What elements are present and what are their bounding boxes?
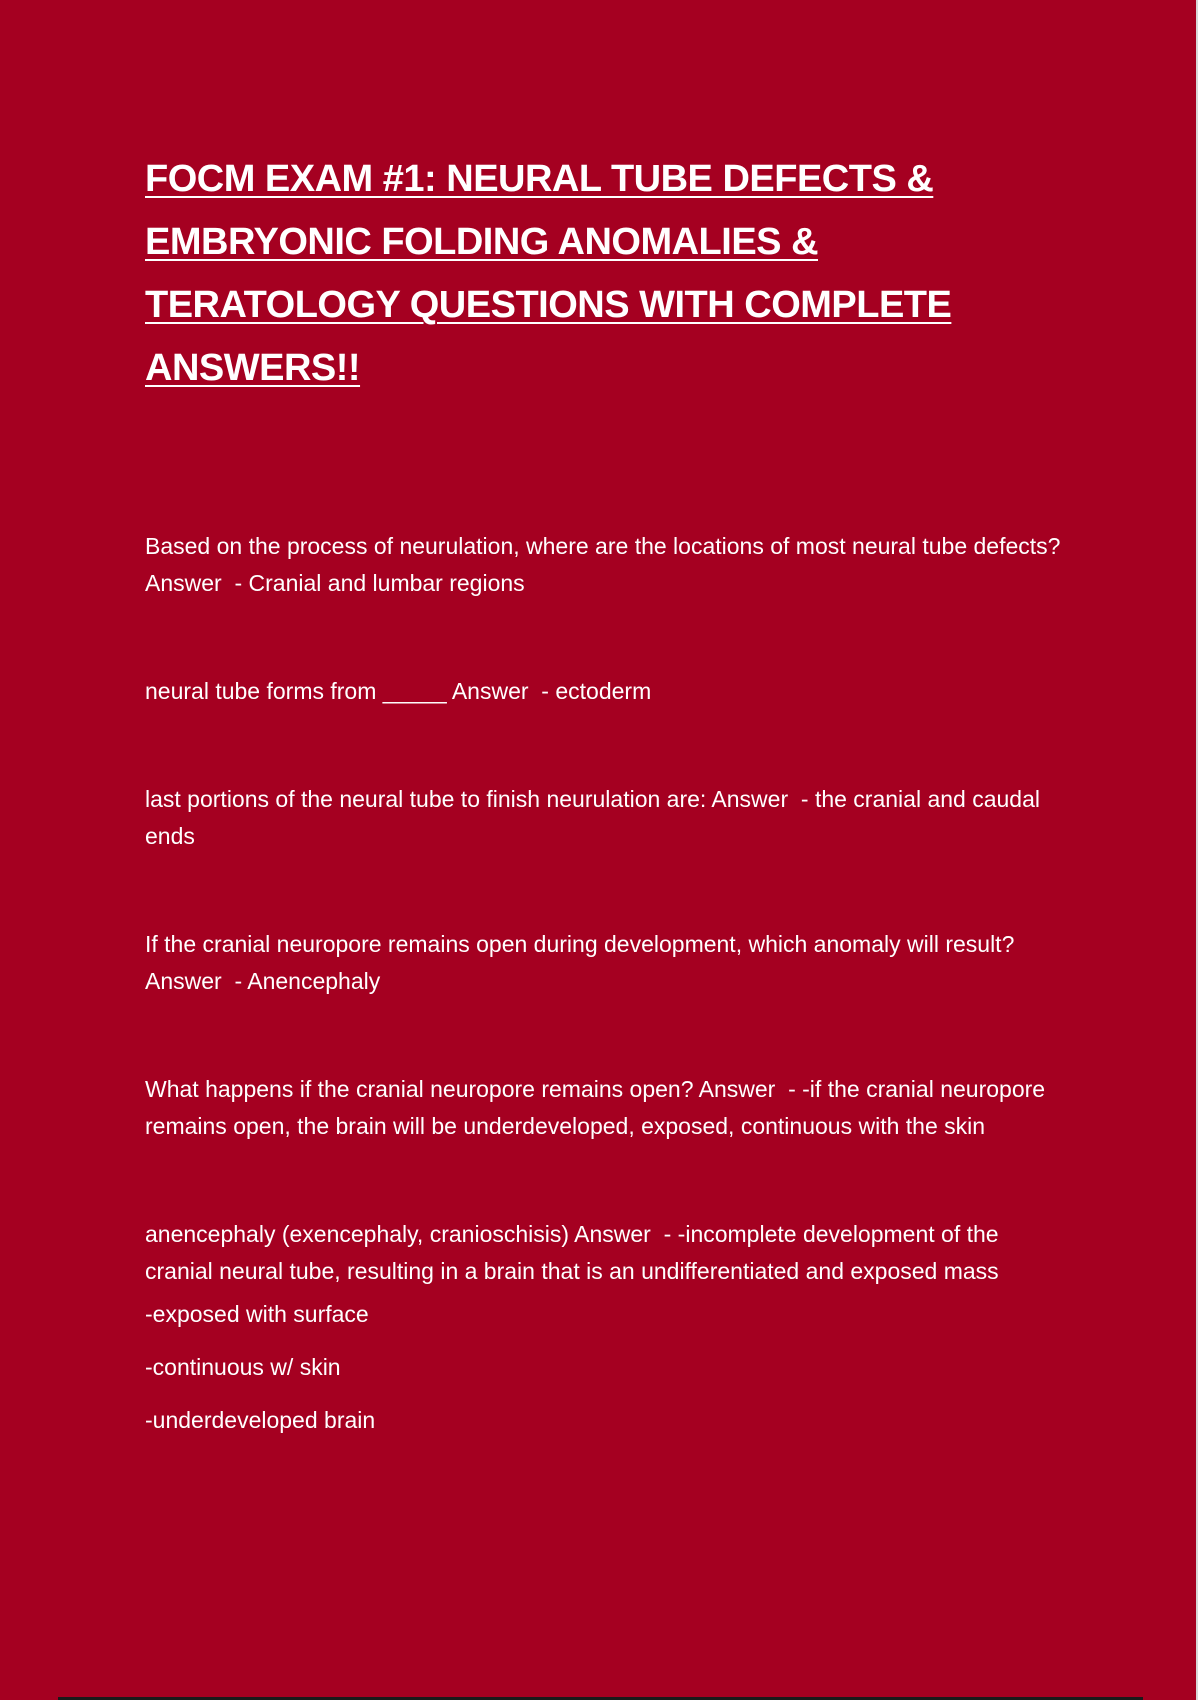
qa-list bbox=[145, 528, 1065, 1439]
document-title-text: FOCM EXAM #1: NEURAL TUBE DEFECTS & EMBRYONIC FOLDING ANOMALIES & TERATOLOGY QUESTIONS WITH COMPLETE ANSWERS!! bbox=[145, 158, 952, 389]
qa-item: neural tube forms from _____ Answer - ectoderm bbox=[145, 678, 652, 704]
answer-detail-item: -continuous w/ skin bbox=[145, 1354, 341, 1380]
answer-detail-item: -underdeveloped brain bbox=[145, 1407, 376, 1433]
qa-item: If the cranial neuropore remains open during development, which anomaly will result? Answer - Anencephaly bbox=[145, 931, 1020, 994]
answer-detail-item: -exposed with surface bbox=[145, 1301, 369, 1327]
qa-item: Based on the process of neurulation, where are the locations of most neural tube defects? Answer - Cranial and lumbar regions bbox=[145, 533, 1066, 596]
document-title bbox=[145, 148, 1065, 400]
qa-item: anencephaly (exencephaly, cranioschisis) Answer - -incomplete development of the cranial neural tube, resulting in a brain that is an undifferentiated and exposed mass bbox=[145, 1221, 1005, 1284]
qa-item: What happens if the cranial neuropore remains open? Answer - -if the cranial neuropore remains open, the brain will be underdeveloped, exposed, continuous with the skin bbox=[145, 1076, 1052, 1139]
qa-item: last portions of the neural tube to finish neurulation are: Answer - the cranial and caudal ends bbox=[145, 786, 1047, 849]
page-content bbox=[145, 148, 1065, 1455]
